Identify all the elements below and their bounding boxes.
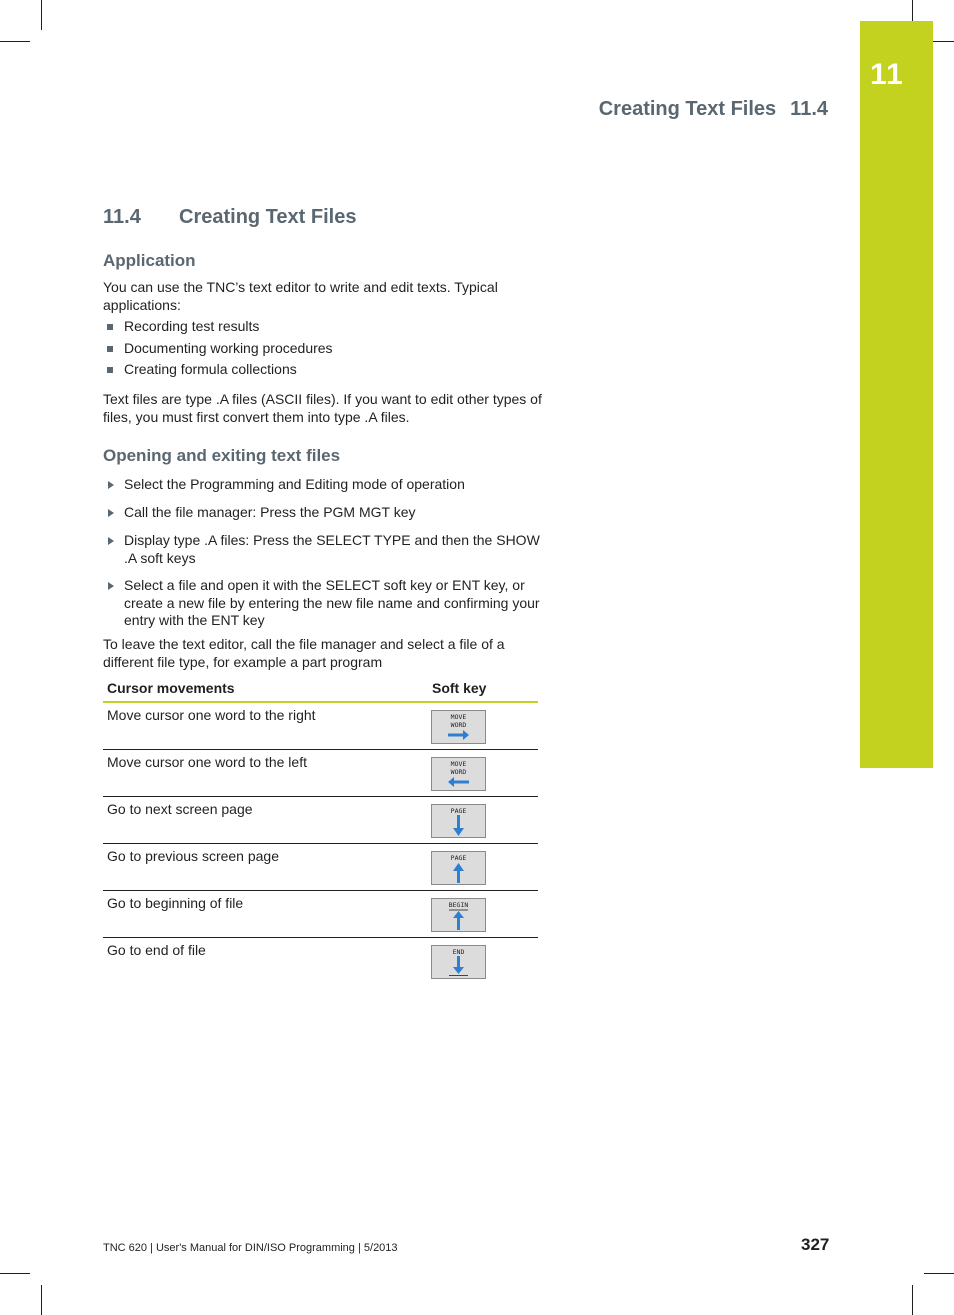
table-row [103,750,538,797]
row-label: Go to end of file [107,942,206,958]
softkey-label: BEGIN [448,901,469,909]
row-label: Go to previous screen page [107,848,279,864]
page-up-softkey[interactable] [431,851,486,885]
step-item: Call the file manager: Press the PGM MGT key [103,504,543,522]
crop-mark [912,1285,913,1315]
triangle-bullet-icon [108,582,114,590]
table-row [103,891,538,938]
opening-heading: Opening and exiting text files [103,446,341,465]
triangle-bullet-icon [108,509,114,517]
running-section: 11.4 [790,98,828,120]
crop-mark [41,1285,42,1315]
section-number: 11.4 [103,206,141,228]
crop-mark [0,1273,30,1274]
section-heading [103,206,356,229]
row-label: Move cursor one word to the right [107,707,316,723]
section-title: Creating Text Files [179,206,357,228]
running-header [599,98,828,121]
leave-text: To leave the text editor, call the file manager and select a file of a different file type, for example a part program [103,636,505,670]
list-item: Documenting working procedures [103,340,543,358]
begin-softkey[interactable] [431,898,486,932]
list-item: Recording test results [103,318,543,336]
list-item: Creating formula collections [103,361,543,379]
step-item: Select the Programming and Editing mode of operation [103,476,543,494]
footer-text: TNC 620 | User's Manual for DIN/ISO Programming | 5/2013 [103,1242,398,1254]
row-label: Go to next screen page [107,801,253,817]
table-row [103,844,538,891]
application-intro: You can use the TNC’s text editor to write and edit texts. Typical applications: [103,279,498,313]
move-word-left-softkey[interactable] [431,757,486,791]
row-label: Go to beginning of file [107,895,244,911]
chapter-tab [860,21,933,768]
softkey-label: END [452,948,465,956]
running-title: Creating Text Files [598,98,777,120]
softkey-label: WORD [450,721,467,729]
softkey-label: WORD [450,768,467,776]
application-heading: Application [103,251,196,270]
application-note: Text files are type .A files (ASCII files). If you want to edit other types of files, you must first convert them into type .A files. [103,391,542,425]
row-label: Move cursor one word to the left [107,754,307,770]
page-down-softkey[interactable] [431,804,486,838]
crop-mark [924,1273,954,1274]
square-bullet-icon [107,346,113,352]
column-header-cursor: Cursor movements [107,680,235,696]
end-softkey[interactable] [431,945,486,979]
softkey-label: PAGE [450,854,467,862]
cursor-movements-table [103,676,538,984]
column-header-softkey: Soft key [432,680,487,696]
table-row [103,938,538,984]
softkey-label: MOVE [450,713,467,721]
square-bullet-icon [107,367,113,373]
table-header [103,676,538,703]
triangle-bullet-icon [108,481,114,489]
softkey-label: MOVE [450,760,467,768]
table-row [103,797,538,844]
triangle-bullet-icon [108,537,114,545]
step-item: Display type .A files: Press the SELECT TYPE and then the SHOW .A soft keys [103,532,543,567]
chapter-number: 11 [870,58,904,91]
page-number: 327 [801,1235,830,1254]
crop-mark [0,41,30,42]
square-bullet-icon [107,324,113,330]
crop-mark [41,0,42,30]
table-row [103,703,538,750]
step-item: Select a file and open it with the SELECT soft key or ENT key, or create a new file by entering the new file name and confirming your entry with the ENT key [103,577,543,630]
softkey-label: PAGE [450,807,467,815]
move-word-right-softkey[interactable] [431,710,486,744]
